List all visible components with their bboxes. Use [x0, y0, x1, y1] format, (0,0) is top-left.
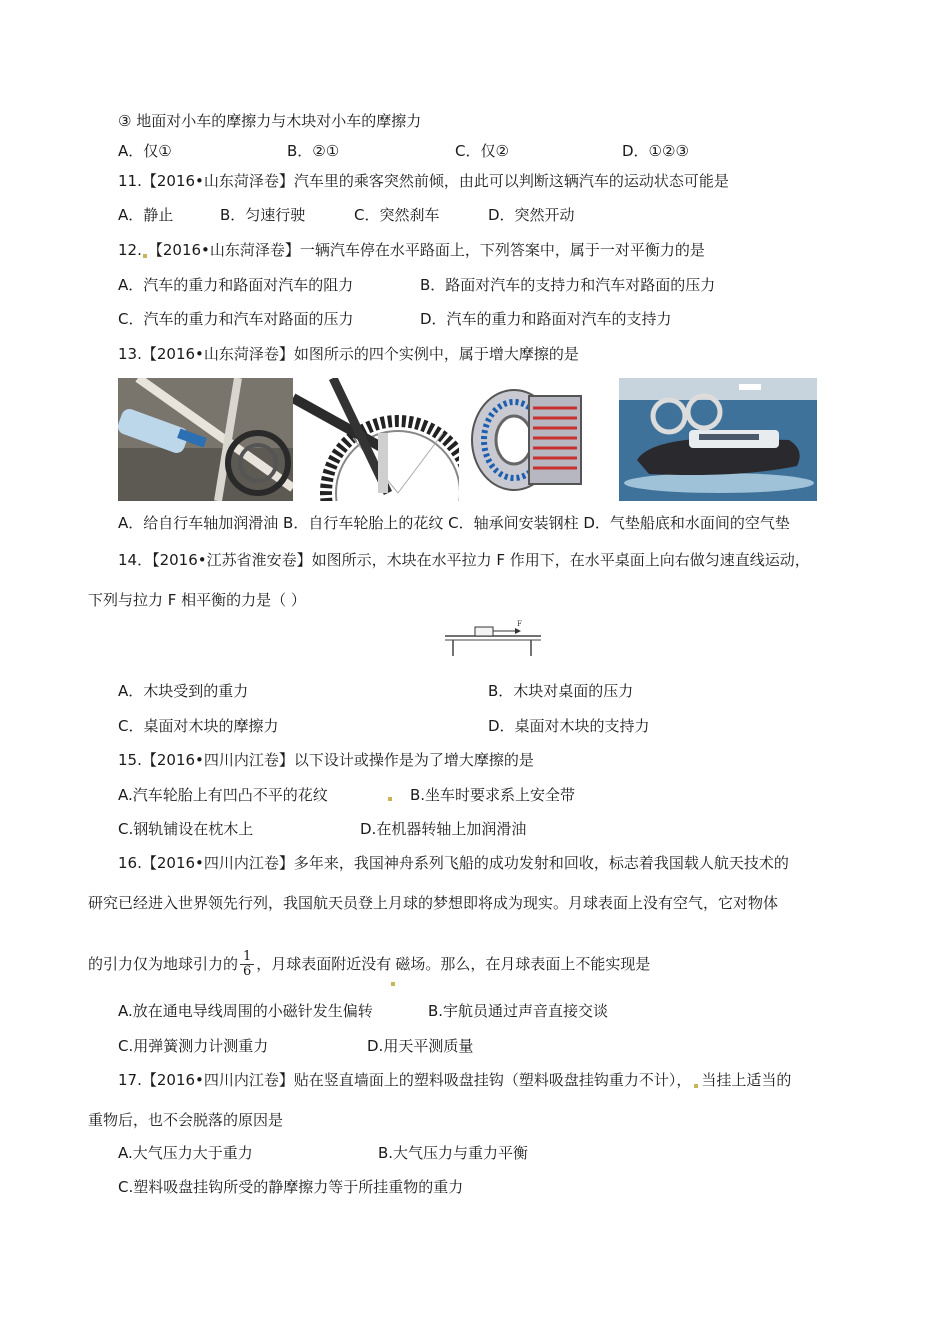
q14-option-d: D．桌面对木块的支持力 — [488, 717, 650, 735]
q17-option-c: C.塑料吸盘挂钩所受的静摩擦力等于所挂重物的重力 — [118, 1178, 464, 1196]
one-sixth-fraction: $\frac{1}{6}$ — [240, 950, 254, 979]
q17-option-b: B.大气压力与重力平衡 — [378, 1144, 529, 1162]
hovercraft-photo — [619, 378, 817, 501]
q12-option-c: C．汽车的重力和汽车对路面的压力 — [118, 310, 354, 328]
q16-stem-line1: 16.【2016•四川内江卷】多年来，我国神舟系列飞船的成功发射和回收，标志着我国载人航天技术的 — [118, 854, 789, 872]
q10-option-a: A．仅① — [118, 142, 172, 160]
q16-option-d: D.用天平测质量 — [367, 1037, 474, 1055]
ball-bearing-photo — [459, 378, 599, 501]
q10-option-c: C．仅② — [455, 142, 509, 160]
q12-option-b: B．路面对汽车的支持力和汽车对路面的压力 — [420, 276, 716, 294]
q10-option-b: B．②① — [287, 142, 340, 160]
q11-option-c: C．突然刹车 — [354, 206, 440, 224]
q17-stem-line1 — [118, 1070, 791, 1090]
q16-stem-line3 — [88, 942, 650, 986]
q12-number: 12. — [118, 241, 142, 259]
ink-dot — [388, 797, 392, 801]
q14-option-a: A．木块受到的重力 — [118, 682, 249, 700]
q12-option-a: A．汽车的重力和路面对汽车的阻力 — [118, 276, 354, 294]
ink-dot — [694, 1084, 698, 1088]
q14-option-c: C．桌面对木块的摩擦力 — [118, 717, 279, 735]
q15-option-a: A.汽车轮胎上有凹凸不平的花纹 — [118, 786, 328, 804]
q16-option-b: B.宇航员通过声音直接交谈 — [428, 1002, 609, 1020]
q14-stem-line2: 下列与拉力 F 相平衡的力是（ ） — [88, 591, 306, 609]
q11-option-d: D．突然开动 — [488, 206, 575, 224]
q15-option-c: C.钢轨铺设在枕木上 — [118, 820, 254, 838]
q14-stem-line1: 14．【2016•江苏省淮安卷】如图所示，木块在水平拉力 F 作用下，在水平桌面上向右做匀速直线运动， — [118, 551, 810, 569]
q17-text-part1: 17.【2016•四川内江卷】贴在竖直墙面上的塑料吸盘挂钩（塑料吸盘挂钩重力不计）， — [118, 1071, 692, 1089]
q15-stem: 15.【2016•四川内江卷】以下设计或操作是为了增大摩擦的是 — [118, 751, 534, 769]
q12-option-d: D．汽车的重力和路面对汽车的支持力 — [420, 310, 672, 328]
block-on-table-diagram — [443, 618, 543, 658]
q10-item-3: ③ 地面对小车的摩擦力与木块对小车的摩擦力 — [118, 112, 422, 130]
q15-option-d: D.在机器转轴上加润滑油 — [360, 820, 527, 838]
q16-stem-line2: 研究已经进入世界领先行列，我国航天员登上月球的梦想即将成为现实。月球表面上没有空气，它对物体 — [88, 894, 779, 912]
q11-option-b: B．匀速行驶 — [220, 206, 306, 224]
q11-stem: 11.【2016•山东菏泽卷】汽车里的乘客突然前倾，由此可以判断这辆汽车的运动状态可能是 — [118, 172, 729, 190]
q12-text: 【2016•山东菏泽卷】一辆汽车停在水平路面上，下列答案中，属于一对平衡力的是 — [147, 241, 705, 259]
q16-option-c: C.用弹簧测力计测重力 — [118, 1037, 269, 1055]
q14-option-b: B．木块对桌面的压力 — [488, 682, 634, 700]
force-label-f: F — [517, 620, 522, 628]
ink-dot — [391, 982, 395, 986]
ink-dot — [143, 254, 147, 258]
q17-text-part2: 当挂上适当的 — [701, 1071, 792, 1089]
q16-option-a: A.放在通电导线周围的小磁针发生偏转 — [118, 1002, 373, 1020]
q16-text-part1: 的引力仅为地球引力的 — [88, 955, 239, 973]
q16-text-part2: ，月球表面附近没有 — [256, 955, 392, 973]
q10-option-d: D．①②③ — [622, 142, 689, 160]
q17-stem-line2: 重物后，也不会脱落的原因是 — [88, 1111, 284, 1129]
q13-stem: 13.【2016•山东菏泽卷】如图所示的四个实例中，属于增大摩擦的是 — [118, 345, 579, 363]
bike-tire-photo — [293, 378, 459, 501]
q16-text-part3: 磁场。那么，在月球表面上不能实现是 — [395, 955, 651, 973]
bike-chain-oil-photo — [118, 378, 293, 501]
q15-option-b: B.坐车时要求系上安全带 — [410, 786, 576, 804]
q11-option-a: A．静止 — [118, 206, 174, 224]
q12-stem — [118, 240, 705, 260]
q13-options: A．给自行车轴加润滑油 B．自行车轮胎上的花纹 C．轴承间安装钢柱 D．气垫船底和水面间的空气垫 — [118, 514, 790, 532]
q17-option-a: A.大气压力大于重力 — [118, 1144, 253, 1162]
